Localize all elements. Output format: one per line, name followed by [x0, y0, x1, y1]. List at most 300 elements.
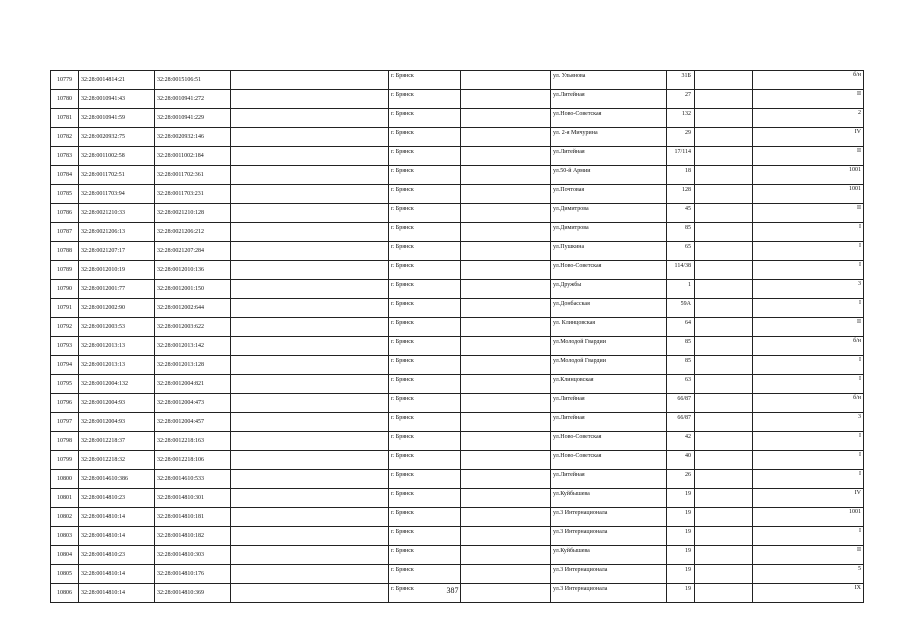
land-cadastral-number: 32:28:0021207:17 [79, 242, 155, 261]
object-cadastral-number: 32:28:0021206:212 [155, 223, 231, 242]
street: ул.Донбасская [551, 299, 667, 318]
table-row [51, 147, 864, 166]
empty-cell [461, 413, 551, 432]
land-cadastral-number: 32:28:0012004:93 [79, 394, 155, 413]
table-row [51, 185, 864, 204]
land-cadastral-number: 32:28:0012218:37 [79, 432, 155, 451]
object-cadastral-number: 32:28:0014810:303 [155, 546, 231, 565]
object-cadastral-number: 32:28:0015106:51 [155, 71, 231, 90]
street: ул.Молодой Гвардии [551, 356, 667, 375]
city: г. Брянск [389, 432, 461, 451]
city: г. Брянск [389, 90, 461, 109]
record-number: 10790 [51, 280, 79, 299]
empty-cell [695, 356, 753, 375]
empty-cell [695, 166, 753, 185]
city: г. Брянск [389, 470, 461, 489]
empty-cell [231, 356, 389, 375]
city: г. Брянск [389, 185, 461, 204]
empty-cell [695, 470, 753, 489]
street: ул.Ново-Советская [551, 451, 667, 470]
table-row [51, 508, 864, 527]
house-number: 85 [667, 223, 695, 242]
house-number: 26 [667, 470, 695, 489]
empty-cell [461, 204, 551, 223]
empty-cell [461, 166, 551, 185]
record-number: 10801 [51, 489, 79, 508]
empty-cell [231, 413, 389, 432]
table-row [51, 394, 864, 413]
record-number: 10806 [51, 584, 79, 603]
street: ул.Ново-Советская [551, 109, 667, 128]
record-number: 10799 [51, 451, 79, 470]
city: г. Брянск [389, 527, 461, 546]
city: г. Брянск [389, 242, 461, 261]
record-number: 10782 [51, 128, 79, 147]
land-cadastral-number: 32:28:0012004:93 [79, 413, 155, 432]
empty-cell [461, 109, 551, 128]
table-row [51, 242, 864, 261]
object-cadastral-number: 32:28:0011702:361 [155, 166, 231, 185]
empty-cell [695, 546, 753, 565]
record-number: 10784 [51, 166, 79, 185]
table-row [51, 109, 864, 128]
empty-cell [461, 508, 551, 527]
floors: II [753, 546, 864, 565]
floors: I [753, 432, 864, 451]
empty-cell [461, 546, 551, 565]
empty-cell [231, 318, 389, 337]
empty-cell [231, 185, 389, 204]
empty-cell [695, 413, 753, 432]
record-number: 10796 [51, 394, 79, 413]
street: ул.3 Интернационала [551, 508, 667, 527]
house-number: 19 [667, 565, 695, 584]
floors: б/н [753, 394, 864, 413]
empty-cell [695, 565, 753, 584]
house-number: 65 [667, 242, 695, 261]
street: ул.Дружбы [551, 280, 667, 299]
object-cadastral-number: 32:28:0012013:142 [155, 337, 231, 356]
floors: I [753, 299, 864, 318]
table-row [51, 337, 864, 356]
house-number: 45 [667, 204, 695, 223]
house-number: 19 [667, 584, 695, 603]
empty-cell [231, 223, 389, 242]
object-cadastral-number: 32:28:0012218:106 [155, 451, 231, 470]
city: г. Брянск [389, 71, 461, 90]
empty-cell [231, 280, 389, 299]
empty-cell [695, 394, 753, 413]
object-cadastral-number: 32:28:0021207:284 [155, 242, 231, 261]
city: г. Брянск [389, 451, 461, 470]
floors: 1001 [753, 166, 864, 185]
city: г. Брянск [389, 356, 461, 375]
object-cadastral-number: 32:28:0012004:473 [155, 394, 231, 413]
table-row [51, 280, 864, 299]
city: г. Брянск [389, 337, 461, 356]
empty-cell [695, 508, 753, 527]
city: г. Брянск [389, 394, 461, 413]
street: ул.Почтовая [551, 185, 667, 204]
page-number: 387 [446, 586, 459, 595]
street: ул.Молодой Гвардии [551, 337, 667, 356]
empty-cell [461, 337, 551, 356]
table-row [51, 299, 864, 318]
object-cadastral-number: 32:28:0014810:182 [155, 527, 231, 546]
house-number: 85 [667, 337, 695, 356]
city: г. Брянск [389, 223, 461, 242]
empty-cell [461, 489, 551, 508]
object-cadastral-number: 32:28:0012001:150 [155, 280, 231, 299]
empty-cell [231, 375, 389, 394]
house-number: 114/38 [667, 261, 695, 280]
empty-cell [695, 128, 753, 147]
empty-cell [695, 375, 753, 394]
empty-cell [461, 71, 551, 90]
empty-cell [461, 470, 551, 489]
object-cadastral-number: 32:28:0012003:622 [155, 318, 231, 337]
city: г. Брянск [389, 375, 461, 394]
land-cadastral-number: 32:28:0021206:13 [79, 223, 155, 242]
floors: I [753, 451, 864, 470]
object-cadastral-number: 32:28:0012004:457 [155, 413, 231, 432]
empty-cell [695, 90, 753, 109]
registry-table [50, 70, 864, 603]
land-cadastral-number: 32:28:0012013:13 [79, 337, 155, 356]
land-cadastral-number: 32:28:0012001:77 [79, 280, 155, 299]
floors: I [753, 375, 864, 394]
city: г. Брянск [389, 546, 461, 565]
empty-cell [231, 337, 389, 356]
record-number: 10779 [51, 71, 79, 90]
empty-cell [695, 337, 753, 356]
object-cadastral-number: 32:28:0012002:644 [155, 299, 231, 318]
record-number: 10781 [51, 109, 79, 128]
table-row [51, 71, 864, 90]
street: ул.3 Интернационала [551, 527, 667, 546]
land-cadastral-number: 32:28:0012010:19 [79, 261, 155, 280]
floors: IV [753, 489, 864, 508]
empty-cell [231, 204, 389, 223]
floors: 3 [753, 413, 864, 432]
record-number: 10792 [51, 318, 79, 337]
empty-cell [695, 147, 753, 166]
city: г. Брянск [389, 280, 461, 299]
floors: II [753, 318, 864, 337]
land-cadastral-number: 32:28:0014810:14 [79, 565, 155, 584]
land-cadastral-number: 32:28:0014810:14 [79, 584, 155, 603]
empty-cell [695, 261, 753, 280]
record-number: 10797 [51, 413, 79, 432]
empty-cell [231, 394, 389, 413]
object-cadastral-number: 32:28:0014810:369 [155, 584, 231, 603]
table-row [51, 432, 864, 451]
house-number: 85 [667, 356, 695, 375]
land-cadastral-number: 32:28:0014814:21 [79, 71, 155, 90]
object-cadastral-number: 32:28:0011703:231 [155, 185, 231, 204]
house-number: 1 [667, 280, 695, 299]
street: ул.Литейная [551, 413, 667, 432]
land-cadastral-number: 32:28:0021210:33 [79, 204, 155, 223]
city: г. Брянск [389, 584, 461, 603]
city: г. Брянск [389, 413, 461, 432]
floors: I [753, 261, 864, 280]
table-row [51, 375, 864, 394]
object-cadastral-number: 32:28:0014610:533 [155, 470, 231, 489]
empty-cell [695, 223, 753, 242]
floors: I [753, 470, 864, 489]
land-cadastral-number: 32:28:0014810:14 [79, 508, 155, 527]
table-row [51, 470, 864, 489]
object-cadastral-number: 32:28:0010941:272 [155, 90, 231, 109]
table-row [51, 166, 864, 185]
empty-cell [461, 527, 551, 546]
city: г. Брянск [389, 318, 461, 337]
empty-cell [461, 128, 551, 147]
record-number: 10793 [51, 337, 79, 356]
record-number: 10780 [51, 90, 79, 109]
empty-cell [231, 451, 389, 470]
house-number: 17/114 [667, 147, 695, 166]
floors: II [753, 204, 864, 223]
record-number: 10802 [51, 508, 79, 527]
empty-cell [231, 147, 389, 166]
land-cadastral-number: 32:28:0012002:90 [79, 299, 155, 318]
record-number: 10787 [51, 223, 79, 242]
land-cadastral-number: 32:28:0011702:51 [79, 166, 155, 185]
object-cadastral-number: 32:28:0011002:184 [155, 147, 231, 166]
land-cadastral-number: 32:28:0014610:386 [79, 470, 155, 489]
house-number: 19 [667, 508, 695, 527]
street: ул.Димитрова [551, 204, 667, 223]
house-number: 18 [667, 166, 695, 185]
object-cadastral-number: 32:28:0012010:136 [155, 261, 231, 280]
empty-cell [695, 527, 753, 546]
street: ул.Клинцовская [551, 375, 667, 394]
empty-cell [461, 299, 551, 318]
street: ул.Ново-Советская [551, 261, 667, 280]
empty-cell [231, 128, 389, 147]
empty-cell [461, 147, 551, 166]
house-number: 31Б [667, 71, 695, 90]
table-row [51, 223, 864, 242]
floors: I [753, 223, 864, 242]
record-number: 10798 [51, 432, 79, 451]
empty-cell [695, 318, 753, 337]
floors: IV [753, 128, 864, 147]
house-number: 27 [667, 90, 695, 109]
land-cadastral-number: 32:28:0012013:13 [79, 356, 155, 375]
empty-cell [695, 489, 753, 508]
table-row [51, 356, 864, 375]
city: г. Брянск [389, 204, 461, 223]
empty-cell [461, 565, 551, 584]
empty-cell [461, 223, 551, 242]
table-row [51, 413, 864, 432]
house-number: 29 [667, 128, 695, 147]
street: ул.Литейная [551, 90, 667, 109]
floors: 3 [753, 280, 864, 299]
floors: 2 [753, 109, 864, 128]
record-number: 10783 [51, 147, 79, 166]
empty-cell [461, 394, 551, 413]
land-cadastral-number: 32:28:0012003:53 [79, 318, 155, 337]
empty-cell [461, 242, 551, 261]
object-cadastral-number: 32:28:0012004:821 [155, 375, 231, 394]
record-number: 10804 [51, 546, 79, 565]
house-number: 59А [667, 299, 695, 318]
empty-cell [695, 204, 753, 223]
house-number: 132 [667, 109, 695, 128]
empty-cell [231, 565, 389, 584]
empty-cell [695, 299, 753, 318]
empty-cell [695, 185, 753, 204]
street: ул.Куйбышева [551, 546, 667, 565]
empty-cell [695, 280, 753, 299]
empty-cell [695, 242, 753, 261]
object-cadastral-number: 32:28:0012218:163 [155, 432, 231, 451]
object-cadastral-number: 32:28:0020932:146 [155, 128, 231, 147]
empty-cell [231, 71, 389, 90]
empty-cell [461, 318, 551, 337]
land-cadastral-number: 32:28:0010941:43 [79, 90, 155, 109]
empty-cell [231, 470, 389, 489]
land-cadastral-number: 32:28:0014810:23 [79, 546, 155, 565]
city: г. Брянск [389, 147, 461, 166]
empty-cell [695, 432, 753, 451]
land-cadastral-number: 32:28:0012004:132 [79, 375, 155, 394]
floors: II [753, 147, 864, 166]
city: г. Брянск [389, 128, 461, 147]
floors: II [753, 90, 864, 109]
house-number: 64 [667, 318, 695, 337]
land-cadastral-number: 32:28:0011703:94 [79, 185, 155, 204]
empty-cell [461, 451, 551, 470]
empty-cell [231, 109, 389, 128]
object-cadastral-number: 32:28:0014810:301 [155, 489, 231, 508]
empty-cell [231, 261, 389, 280]
land-cadastral-number: 32:28:0020932:75 [79, 128, 155, 147]
empty-cell [461, 432, 551, 451]
house-number: 42 [667, 432, 695, 451]
record-number: 10788 [51, 242, 79, 261]
empty-cell [231, 508, 389, 527]
house-number: 19 [667, 489, 695, 508]
land-cadastral-number: 32:28:0012218:32 [79, 451, 155, 470]
empty-cell [695, 109, 753, 128]
object-cadastral-number: 32:28:0014810:181 [155, 508, 231, 527]
record-number: 10800 [51, 470, 79, 489]
floors: 1001 [753, 185, 864, 204]
street: ул.3 Интернационала [551, 584, 667, 603]
city: г. Брянск [389, 166, 461, 185]
object-cadastral-number: 32:28:0021210:128 [155, 204, 231, 223]
table-row [51, 204, 864, 223]
floors: I [753, 356, 864, 375]
empty-cell [461, 356, 551, 375]
floors: б/н [753, 71, 864, 90]
street: ул. 2-я Мичурина [551, 128, 667, 147]
empty-cell [695, 451, 753, 470]
empty-cell [231, 90, 389, 109]
table-row [51, 318, 864, 337]
record-number: 10785 [51, 185, 79, 204]
empty-cell [231, 166, 389, 185]
record-number: 10786 [51, 204, 79, 223]
street: ул. Ульянова [551, 71, 667, 90]
floors: IX [753, 584, 864, 603]
land-cadastral-number: 32:28:0011002:58 [79, 147, 155, 166]
empty-cell [461, 261, 551, 280]
empty-cell [461, 185, 551, 204]
house-number: 66/87 [667, 394, 695, 413]
table-row [51, 90, 864, 109]
empty-cell [231, 489, 389, 508]
street: ул.3 Интернационала [551, 565, 667, 584]
empty-cell [231, 527, 389, 546]
city: г. Брянск [389, 109, 461, 128]
table-row [51, 261, 864, 280]
empty-cell [695, 71, 753, 90]
record-number: 10791 [51, 299, 79, 318]
city: г. Брянск [389, 299, 461, 318]
empty-cell [231, 242, 389, 261]
table-row [51, 451, 864, 470]
street: ул. Клинцовская [551, 318, 667, 337]
street: ул.Пушкина [551, 242, 667, 261]
object-cadastral-number: 32:28:0010941:229 [155, 109, 231, 128]
city: г. Брянск [389, 508, 461, 527]
object-cadastral-number: 32:28:0014810:176 [155, 565, 231, 584]
object-cadastral-number: 32:28:0012013:128 [155, 356, 231, 375]
empty-cell [231, 432, 389, 451]
house-number: 19 [667, 527, 695, 546]
street: ул.Литейная [551, 394, 667, 413]
land-cadastral-number: 32:28:0010941:59 [79, 109, 155, 128]
record-number: 10803 [51, 527, 79, 546]
land-cadastral-number: 32:28:0014810:23 [79, 489, 155, 508]
land-cadastral-number: 32:28:0014810:14 [79, 527, 155, 546]
house-number: 40 [667, 451, 695, 470]
street: ул.Литейная [551, 147, 667, 166]
floors: 1001 [753, 508, 864, 527]
empty-cell [231, 546, 389, 565]
street: ул.Димитрова [551, 223, 667, 242]
empty-cell [461, 90, 551, 109]
city: г. Брянск [389, 261, 461, 280]
floors: I [753, 527, 864, 546]
table-row [51, 489, 864, 508]
empty-cell [461, 375, 551, 394]
record-number: 10794 [51, 356, 79, 375]
table-row [51, 527, 864, 546]
table-row [51, 565, 864, 584]
street: ул.Ново-Советская [551, 432, 667, 451]
city: г. Брянск [389, 565, 461, 584]
floors: 5 [753, 565, 864, 584]
table-row [51, 546, 864, 565]
table-row [51, 128, 864, 147]
house-number: 19 [667, 546, 695, 565]
house-number: 63 [667, 375, 695, 394]
registry-rows [51, 71, 864, 603]
floors: б/н [753, 337, 864, 356]
street: ул.Литейная [551, 470, 667, 489]
house-number: 66/87 [667, 413, 695, 432]
empty-cell [461, 280, 551, 299]
empty-cell [231, 299, 389, 318]
city: г. Брянск [389, 489, 461, 508]
